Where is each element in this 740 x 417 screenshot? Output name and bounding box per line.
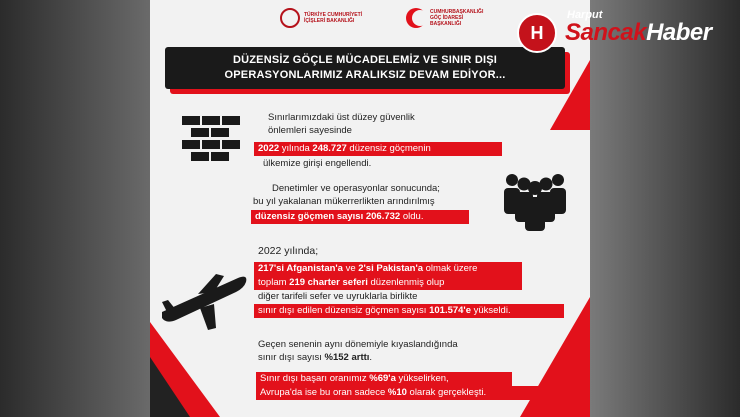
block4-text	[258, 352, 372, 364]
text: oldu.	[400, 211, 424, 222]
block4-text: Geçen senenin aynı dönemiyle kıyaslandığında	[258, 339, 458, 350]
airplane-icon	[158, 268, 250, 334]
block3-text: 2022 yılında;	[258, 245, 319, 257]
header-logos	[280, 8, 492, 28]
people-group-icon	[500, 170, 570, 232]
text: düzenlenmiş olup	[367, 277, 445, 288]
block4-highlight	[256, 386, 542, 400]
site-logo-part: Sancak	[565, 19, 647, 46]
headline-line: DÜZENSİZ GÖÇLE MÜCADELEMİZ VE SINIR DIŞI	[232, 54, 498, 66]
block2-highlight	[251, 210, 469, 224]
ministry-logo	[280, 8, 366, 28]
count: 248.727	[312, 143, 347, 154]
text: olmak üzere	[423, 263, 478, 274]
text: sınır dışı sayısı	[258, 352, 325, 363]
block3-text: diğer tarifeli sefer ve uyruklarla birlikte	[258, 291, 418, 302]
site-logo-emblem	[517, 13, 557, 53]
ministry-logo-text: TÜRKİYE CUMHURİYETİ İÇİŞLERİ BAKANLIĞI	[304, 12, 363, 24]
site-logo-part: Haber	[646, 19, 712, 46]
migration-logo-text: CUMHURBAŞKANLIĞI GÖÇ İDARESİ BAŞKANLIĞI	[430, 9, 484, 27]
text: olarak gerçekleşti.	[406, 387, 487, 398]
headline-box	[165, 47, 565, 89]
year: 2022	[258, 143, 280, 154]
brick-wall-icon	[182, 116, 242, 164]
charter-count: 219 charter seferi	[289, 277, 368, 288]
text: yükseldi.	[470, 305, 511, 316]
pakistan-count: 2'si Pakistan'a	[358, 263, 423, 274]
block1-text: Sınırlarımızdaki üst düzey güvenlik	[268, 112, 415, 123]
block2-text: Denetimler ve operasyonlar sonucunda;	[272, 183, 440, 194]
blurred-background-left	[0, 0, 150, 417]
block1-text: önlemleri sayesinde	[268, 125, 352, 136]
site-logo-glyph: H	[530, 22, 544, 43]
text: Avrupa'da ise bu oran sadece	[260, 387, 388, 398]
text: ve	[342, 263, 359, 274]
afghanistan-count: 217'si Afganistan'a	[258, 263, 343, 274]
seal-icon	[280, 8, 300, 28]
deported-count: 101.574'e	[429, 305, 471, 316]
site-logo-small-text: Harput	[567, 9, 603, 21]
infographic-poster	[150, 0, 590, 417]
success-rate: %69'a	[369, 373, 396, 384]
headline-line: OPERASYONLARIMIZ ARALIKSIZ DEVAM EDİYOR...	[224, 69, 506, 81]
europe-rate: %10	[387, 387, 407, 398]
text: düzensiz göçmenin	[346, 143, 431, 154]
block3-highlight	[254, 276, 522, 290]
count-text: düzensiz göçmen sayısı 206.732	[255, 211, 401, 222]
block1-highlight	[254, 142, 502, 156]
blurred-background-right	[590, 0, 740, 417]
migration-logo	[406, 8, 492, 28]
crescent-icon	[406, 8, 426, 28]
text: yükselirken,	[395, 373, 449, 384]
text: sınır dışı edilen düzensiz göçmen sayısı	[258, 305, 430, 316]
text: .	[369, 352, 373, 363]
increase-percent: %152 arttı	[324, 352, 370, 363]
block2-text: bu yıl yakalanan mükerrerlikten arındırılmış	[253, 196, 435, 207]
text: toplam	[258, 277, 290, 288]
site-logo-name	[565, 19, 712, 47]
decor-triangle	[150, 357, 190, 417]
text: Sınır dışı başarı oranımız	[260, 373, 370, 384]
block3-highlight	[254, 262, 522, 276]
text: yılında	[279, 143, 313, 154]
site-logo	[517, 9, 712, 53]
block4-highlight	[256, 372, 512, 386]
block3-highlight	[254, 304, 564, 318]
block1-text: ülkemize girişi engellendi.	[263, 158, 372, 169]
